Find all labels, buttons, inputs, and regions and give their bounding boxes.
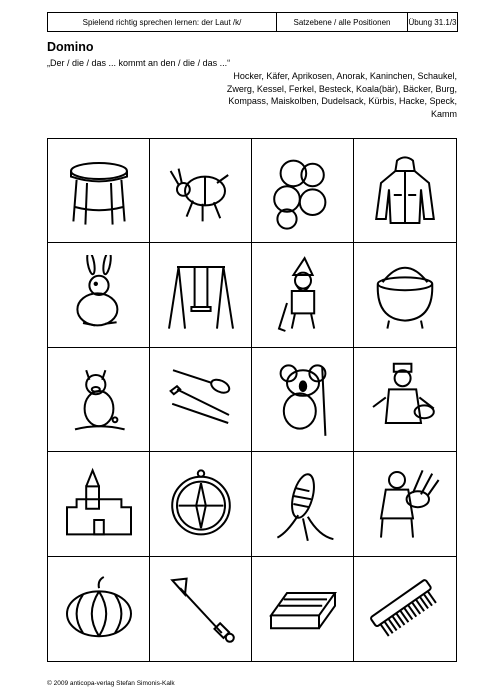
sentence-prompt: „Der / die / das ... kommt an den / die / das ...“ [47, 58, 231, 68]
tile-2 [150, 139, 252, 243]
koala-icon [263, 359, 343, 439]
dwarf-icon [263, 255, 343, 335]
header-level: Satzebene / alle Positionen [277, 13, 408, 31]
tile-19 [252, 557, 354, 661]
copyright-footer: © 2009 anticopa-verlag Stefan Simonis-Kalk [47, 680, 175, 687]
bacon-icon [263, 569, 343, 649]
castle-icon [59, 464, 139, 544]
kettle-icon [365, 255, 445, 335]
tile-3 [252, 139, 354, 243]
tile-4 [354, 139, 456, 243]
anorak-icon [365, 151, 445, 231]
pumpkin-icon [59, 569, 139, 649]
comb-icon [365, 569, 445, 649]
tile-16 [354, 452, 456, 556]
baker-icon [365, 359, 445, 439]
tile-8 [354, 243, 456, 347]
page-title: Domino [47, 40, 94, 54]
beetle-icon [161, 151, 241, 231]
rabbit-icon [59, 255, 139, 335]
bagpipes-icon [365, 464, 445, 544]
worksheet-header [47, 12, 458, 32]
tile-5 [48, 243, 150, 347]
tile-6 [150, 243, 252, 347]
tile-14 [150, 452, 252, 556]
header-title: Spielend richtig sprechen lernen: der Laut /k/ [48, 13, 277, 31]
tile-17 [48, 557, 150, 661]
tile-20 [354, 557, 456, 661]
stool-icon [59, 151, 139, 231]
tile-9 [48, 348, 150, 452]
tile-10 [150, 348, 252, 452]
apricots-icon [263, 151, 343, 231]
piglet-icon [59, 359, 139, 439]
swing-icon [161, 255, 241, 335]
hoe-icon [161, 569, 241, 649]
cutlery-icon [161, 359, 241, 439]
tile-11 [252, 348, 354, 452]
corn-cob-icon [263, 464, 343, 544]
tile-15 [252, 452, 354, 556]
tile-1 [48, 139, 150, 243]
tile-7 [252, 243, 354, 347]
tile-18 [150, 557, 252, 661]
tile-13 [48, 452, 150, 556]
domino-grid [47, 138, 457, 662]
header-exercise: Übung 31.1/3 [408, 17, 457, 27]
compass-icon [161, 464, 241, 544]
tile-12 [354, 348, 456, 452]
word-list: Hocker, Käfer, Aprikosen, Anorak, Kaninchen, Schaukel, Zwerg, Kessel, Ferkel, Besteck, Koala(bär), Bäcker, Burg, Kompass, Maiskolben, Dudelsack, Kürbis, Hacke, Speck, Kamm [226, 71, 457, 119]
